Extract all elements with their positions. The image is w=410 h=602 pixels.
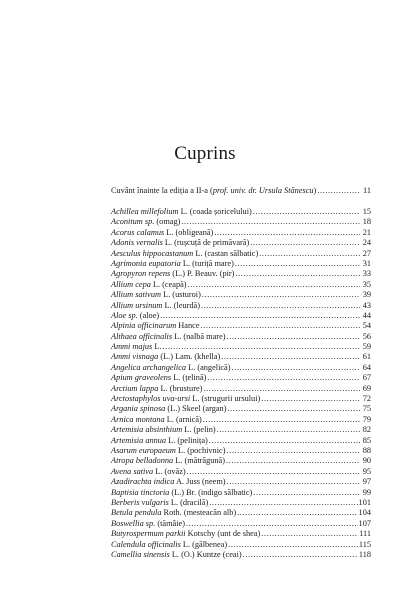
dot-leader	[250, 238, 360, 248]
common-name: L. (dracilă)	[168, 497, 209, 507]
page-number: 111	[359, 529, 371, 539]
dot-leader	[235, 269, 360, 279]
toc-entry[interactable]	[111, 311, 371, 321]
toc-entry[interactable]	[111, 352, 371, 362]
common-name: L. (O.) Kuntze (ceai)	[169, 549, 242, 559]
entry-label	[111, 529, 260, 539]
common-name: (aloe)	[137, 310, 160, 320]
common-name: L. (arnică)	[164, 414, 202, 424]
latin-name: Artemisia annua	[111, 435, 167, 445]
latin-name: Azadirachta indica	[111, 477, 175, 487]
page-number: 99	[362, 487, 371, 497]
entry-label	[111, 290, 201, 300]
toc-entry[interactable]	[111, 280, 371, 290]
entry-label	[111, 249, 258, 259]
page-number: 21	[362, 227, 371, 237]
dot-leader	[235, 259, 360, 269]
page-number: 33	[362, 269, 371, 279]
page-number: 90	[362, 456, 371, 466]
page-number: 39	[362, 290, 371, 300]
dot-leader	[209, 498, 357, 508]
dot-leader	[188, 280, 360, 290]
entry-label	[111, 259, 234, 269]
entry-label	[111, 446, 225, 456]
common-name: L. (pelin)	[182, 425, 216, 435]
dot-leader	[201, 321, 361, 331]
toc-entry[interactable]	[111, 373, 371, 383]
dot-leader	[186, 519, 358, 529]
latin-name: Allium sativum	[111, 290, 162, 300]
page-number: 18	[362, 217, 371, 227]
latin-name: Agropyron repens	[111, 269, 171, 279]
toc-entry[interactable]	[111, 363, 371, 373]
entry-label	[111, 436, 208, 446]
entry-label	[111, 228, 213, 238]
dot-leader	[261, 394, 360, 404]
common-name: Hance	[176, 321, 200, 331]
toc-entry[interactable]	[111, 488, 371, 498]
page-number: 72	[362, 394, 371, 404]
toc-entry[interactable]	[111, 290, 371, 300]
common-name: L. (gălbenea)	[180, 539, 228, 549]
page-number: 104	[358, 508, 371, 518]
latin-name: Calendula officinalis	[111, 539, 181, 549]
common-name: L. (strugurii ursului)	[190, 394, 261, 404]
toc-entry-foreword[interactable]	[111, 186, 371, 196]
page-number: 101	[358, 497, 371, 507]
dot-leader	[203, 384, 360, 394]
dot-leader	[253, 207, 360, 217]
entry-label	[111, 384, 202, 394]
latin-name: Berberis vulgaris	[111, 497, 169, 507]
entry-label	[111, 508, 236, 518]
dot-leader	[201, 301, 360, 311]
latin-name: Ammi visnaga	[111, 352, 159, 362]
dot-leader	[217, 425, 360, 435]
toc-entry[interactable]	[111, 259, 371, 269]
page-number: 118	[358, 549, 371, 559]
latin-name: Agrimonia eupatoria	[111, 258, 181, 268]
dot-leader	[221, 352, 360, 362]
entry-label	[111, 404, 226, 414]
latin-name: Aesculus hippocastanum	[111, 248, 194, 258]
entry-label	[111, 363, 231, 373]
latin-name: Avena sativa	[111, 466, 154, 476]
entry-label	[111, 321, 200, 331]
dot-leader	[162, 342, 360, 352]
latin-name: Althaea officinalis	[111, 331, 173, 341]
entry-label	[111, 540, 227, 550]
latin-name: Argania spinosa	[111, 404, 166, 414]
entry-label	[111, 456, 225, 466]
common-name: L. (turiță mare)	[180, 258, 234, 268]
page-number: 15	[362, 207, 371, 216]
common-name: L. (nalbă mare)	[172, 331, 226, 341]
dot-leader	[226, 446, 360, 456]
toc-entry[interactable]	[111, 301, 371, 311]
dot-leader	[253, 488, 360, 498]
common-name: L. (leurdă)	[162, 300, 200, 310]
entry-label	[111, 269, 234, 279]
page-number: 69	[362, 383, 371, 393]
toc-entry[interactable]	[111, 477, 371, 487]
foreword-label: Cuvânt înainte la ediția a II-a (prof. univ. dr. Ursula Stănescu)	[111, 186, 317, 195]
dot-leader	[317, 186, 360, 196]
common-name: Roth. (mesteacăn alb)	[161, 508, 237, 518]
entry-label	[111, 415, 202, 425]
page-number: 44	[362, 310, 371, 320]
entry-label	[111, 301, 200, 311]
entry-label	[111, 207, 252, 217]
common-name: L. (ovăz)	[153, 466, 186, 476]
page-number: 59	[362, 342, 371, 352]
dot-leader	[261, 529, 358, 539]
dot-leader	[237, 508, 357, 518]
toc-entry[interactable]	[111, 498, 371, 508]
page-number: 43	[362, 300, 371, 310]
toc-entry[interactable]	[111, 446, 371, 456]
page-number: 31	[362, 258, 371, 268]
page-number: 24	[362, 238, 371, 248]
entry-label	[111, 488, 252, 498]
entry-label	[111, 477, 226, 487]
entry-label	[111, 373, 206, 383]
latin-name: Arctium lappa	[111, 383, 159, 393]
common-name: (L.) Br. (indigo sălbatic)	[169, 487, 253, 497]
toc-entry[interactable]	[111, 249, 371, 259]
common-name: L. (coada șoricelului)	[178, 207, 252, 216]
toc-entry[interactable]	[111, 436, 371, 446]
dot-leader	[226, 456, 360, 466]
toc-entry[interactable]	[111, 321, 371, 331]
latin-name: Atropa belladonna	[111, 456, 174, 466]
page-number: 82	[362, 425, 371, 435]
dot-leader	[227, 477, 360, 487]
latin-name: Alpinia officinarum	[111, 321, 177, 331]
common-name: (L.) Skeel (argan)	[165, 404, 227, 414]
page-number: 61	[362, 352, 371, 362]
entry-label	[111, 394, 260, 404]
entry-label	[111, 425, 216, 435]
common-name: A. Juss (neem)	[174, 477, 226, 487]
page-number: 75	[362, 404, 371, 414]
dot-leader	[187, 467, 360, 477]
page-title: Cuprins	[174, 143, 236, 164]
latin-name: Camellia sinensis	[111, 549, 170, 559]
latin-name: Apium graveolens	[111, 373, 172, 383]
entry-label	[111, 550, 242, 560]
dot-leader	[259, 249, 360, 259]
latin-name: Allium cepa	[111, 279, 151, 289]
page-number: 54	[362, 321, 371, 331]
page-number: 67	[362, 373, 371, 383]
latin-name: Artemisia absinthium	[111, 425, 183, 435]
toc-entry[interactable]	[111, 404, 371, 414]
dot-leader	[214, 228, 360, 238]
latin-name: Arnica montana	[111, 414, 165, 424]
toc-entry[interactable]	[111, 384, 371, 394]
latin-name: Betula pendula	[111, 508, 162, 518]
entry-label	[111, 352, 220, 362]
page-number: 97	[362, 477, 371, 487]
common-name: (tămâie)	[155, 518, 185, 528]
page-number: 56	[362, 331, 371, 341]
toc-entry[interactable]	[111, 217, 371, 227]
toc-entry[interactable]	[111, 269, 371, 279]
toc-entry[interactable]	[111, 425, 371, 435]
dot-leader	[209, 436, 360, 446]
common-name: Kotschy (unt de shea)	[185, 529, 261, 539]
dot-leader	[160, 311, 360, 321]
common-name: L. (țelină)	[171, 373, 207, 383]
entry-label	[111, 498, 208, 508]
entry-label	[111, 217, 180, 227]
entry-label	[111, 342, 161, 352]
entry-label	[111, 467, 186, 477]
toc-entry[interactable]	[111, 415, 371, 425]
common-name: L. (brusture)	[158, 383, 203, 393]
latin-name: Butyrospermum parkii	[111, 529, 186, 539]
common-name: L. (obligeană)	[164, 227, 214, 237]
toc-entry[interactable]	[111, 550, 371, 560]
latin-name: Adonis vernalis	[111, 238, 163, 248]
toc-entry[interactable]	[111, 467, 371, 477]
page-number: 79	[362, 414, 371, 424]
common-name: L.	[152, 342, 162, 352]
table-of-contents	[111, 207, 371, 560]
entry-label	[111, 519, 185, 529]
page-number: 107	[358, 518, 371, 528]
dot-leader	[203, 415, 360, 425]
latin-name: Acorus calamus	[111, 227, 165, 237]
common-name: L. (pelinița)	[166, 435, 208, 445]
latin-name: Achillea millefolium	[111, 207, 179, 216]
entry-label	[111, 311, 159, 321]
dot-leader	[232, 363, 360, 373]
page-number: 35	[362, 279, 371, 289]
common-name: L. (ceapă)	[150, 279, 187, 289]
toc-entry[interactable]	[111, 508, 371, 518]
dot-leader	[181, 217, 360, 227]
page-number: 115	[358, 539, 371, 549]
dot-leader	[227, 332, 360, 342]
common-name: L. (rușcuță de primăvară)	[162, 238, 250, 248]
common-name: L. (usturoi)	[161, 290, 201, 300]
latin-name: Allium ursinum	[111, 300, 163, 310]
latin-name: Baptisia tinctoria	[111, 487, 170, 497]
toc-entry[interactable]	[111, 540, 371, 550]
common-name: L. (angelică)	[186, 362, 231, 372]
common-name: (L.) P. Beauv. (pir)	[170, 269, 235, 279]
latin-name: Ammi majus	[111, 342, 153, 352]
toc-entry[interactable]	[111, 519, 371, 529]
toc-entry[interactable]	[111, 238, 371, 248]
dot-leader	[243, 550, 358, 560]
dot-leader	[228, 540, 358, 550]
toc-entry[interactable]	[111, 207, 371, 217]
toc-entry[interactable]	[111, 228, 371, 238]
toc-entry[interactable]	[111, 342, 371, 352]
common-name: (L.) Lam. (khella)	[158, 352, 221, 362]
toc-entry[interactable]	[111, 394, 371, 404]
dot-leader	[227, 404, 360, 414]
latin-name: Boswellia sp.	[111, 518, 156, 528]
latin-name: Aloe sp.	[111, 310, 138, 320]
latin-name: Asarum europaeum	[111, 445, 176, 455]
page-number: 85	[362, 435, 371, 445]
latin-name: Angelica archangelica	[111, 362, 187, 372]
latin-name: Aconitum sp.	[111, 217, 155, 227]
toc-entry[interactable]	[111, 529, 371, 539]
page-number: 64	[362, 362, 371, 372]
toc-entry[interactable]	[111, 332, 371, 342]
common-name: (omag)	[154, 217, 181, 227]
toc-entry[interactable]	[111, 456, 371, 466]
page-number: 11	[363, 186, 371, 195]
entry-label	[111, 332, 226, 342]
latin-name: Arctostaphylos uva-ursi	[111, 394, 191, 404]
entry-label	[111, 238, 249, 248]
common-name: L. (castan sălbatic)	[193, 248, 259, 258]
dot-leader	[207, 373, 360, 383]
page-number: 88	[362, 445, 371, 455]
entry-label	[111, 280, 187, 290]
dot-leader	[202, 290, 360, 300]
common-name: L. (mătrăgună)	[173, 456, 225, 466]
page-number: 95	[362, 466, 371, 476]
common-name: L. (pochivnic)	[175, 445, 226, 455]
page-number: 27	[362, 248, 371, 258]
